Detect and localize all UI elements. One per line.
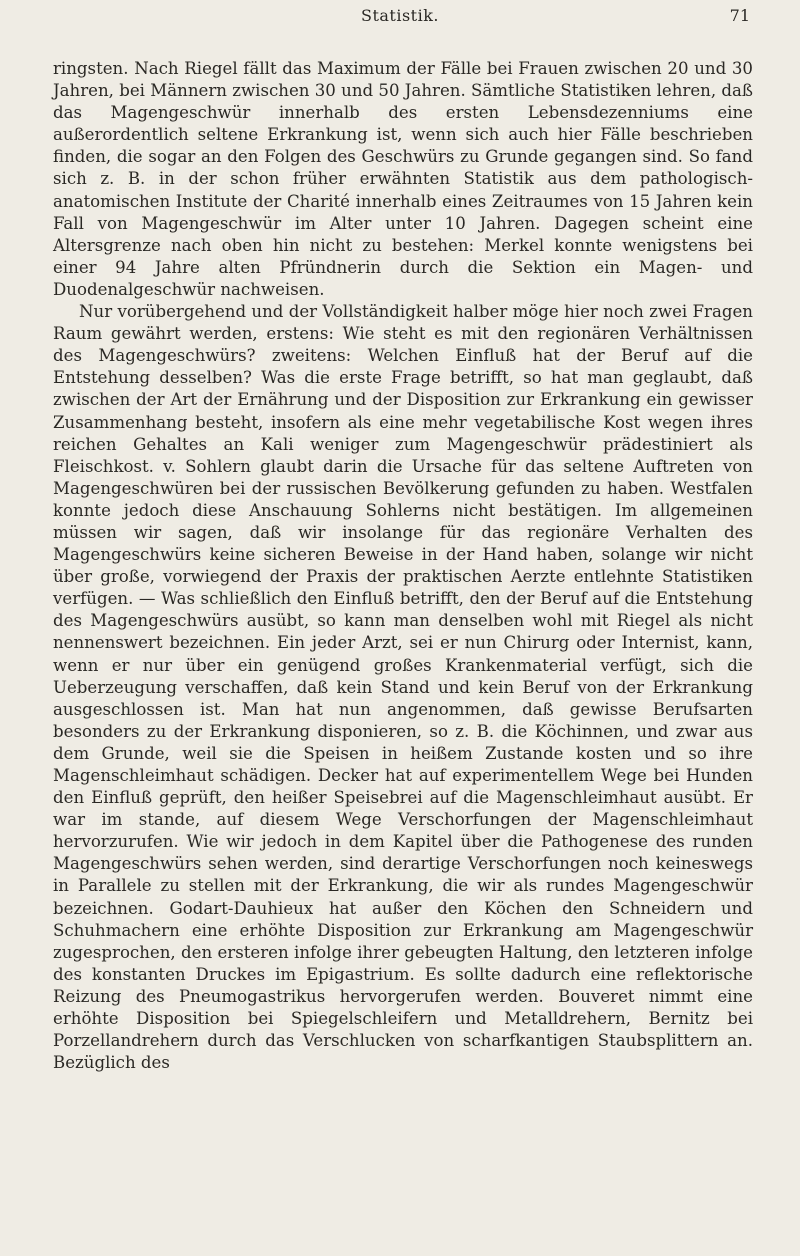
body-text (53, 58, 753, 1074)
running-title: Statistik. (360, 6, 439, 25)
running-header (0, 6, 800, 30)
paragraph-1: ringsten. Nach Riegel fällt das Maximum der Fälle bei Frauen zwischen 20 und 30 Jahren, bei Männern zwischen 30 und 50 Jahren. Sämtliche Statistiken lehren, daß das Magengeschwür innerhalb des ersten Lebensdezenniums eine außerordentlich seltene Erkrankung ist, wenn sich auch hier Fälle beschrieben finden, die sogar an den Folgen des Geschwürs zu Grunde gegangen sind. So fand sich z. B. in der schon früher erwähnten Statistik aus dem pathologisch-anatomischen Institute der Charité innerhalb eines Zeitraumes von 15 Jahren kein Fall von Magengeschwür im Alter unter 10 Jahren. Dagegen scheint eine Altersgrenze nach oben hin nicht zu bestehen: Merkel konnte wenigstens bei einer 94 Jahre alten Pfründnerin durch die Sektion ein Magen- und Duodenalgeschwür nachweisen. (53, 59, 754, 299)
paragraph-2: Nur vorübergehend und der Vollständigkeit halber möge hier noch zwei Fragen Raum gewährt werden, erstens: Wie steht es mit den regionären Verhältnissen des Magengeschwürs? zweitens: Welchen Einfluß hat der Beruf auf die Entstehung desselben? Was die erste Frage betrifft, so hat man geglaubt, daß zwischen der Art der Ernährung und der Disposition zur Erkrankung ein gewisser Zusammenhang besteht, insofern als eine mehr vegetabilische Kost wegen ihres reichen Gehaltes an Kali weniger zum Magengeschwür prädestiniert als Fleischkost. v. Sohlern glaubt darin die Ursache für das seltene Auftreten von Magengeschwüren bei der russischen Bevölkerung gefunden zu haben. Westfalen konnte jedoch diese Anschauung Sohlerns nicht bestätigen. Im allgemeinen müssen wir sagen, daß wir insolange für das regionäre Verhalten des Magengeschwürs keine sicheren Beweise in der Hand haben, solange wir nicht über große, vorwiegend der Praxis der praktischen Aerzte entlehnte Statistiken verfügen. — Was schließlich den Einfluß betrifft, den der Beruf auf die Entstehung des Magengeschwürs ausübt, so kann man denselben wohl mit Riegel als nicht nennenswert bezeichnen. Ein jeder Arzt, sei er nun Chirurg oder Internist, kann, wenn er nur über ein genügend großes Krankenmaterial verfügt, sich die Ueberzeugung verschaffen, daß kein Stand und kein Beruf von der Erkrankung ausgeschlossen ist. Man hat nun angenommen, daß gewisse Berufsarten besonders zu der Erkrankung disponieren, so z. B. die Köchinnen, und zwar aus dem Grunde, weil sie die Speisen in heißem Zustande kosten und so ihre Magenschleimhaut schädigen. Decker hat auf experimentellem Wege bei Hunden den Einfluß geprüft, den heißer Speisebrei auf die Magenschleimhaut ausübt. Er war im stande, auf diesem Wege Verschorfungen der Magenschleimhaut hervorzurufen. Wie wir jedoch in dem Kapitel über die Pathogenese des runden Magengeschwürs sehen werden, sind derartige Verschorfungen noch keineswegs in Parallele zu stellen mit der Erkrankung, die wir als rundes Magengeschwür bezeichnen. Godart-Dauhieux hat außer den Köchen den Schneidern und Schuhmachern eine erhöhte Disposition zur Erkrankung am Magengeschwür zugesprochen, den ersteren infolge ihrer gebeugten Haltung, den letzteren infolge des konstanten Druckes im Epigastrium. Es sollte dadurch eine reflektorische Reizung des Pneumogastrikus hervorgerufen werden. Bouveret nimmt eine erhöhte Disposition bei Spiegelschleifern und Metalldrehern, Bernitz bei Porzellandrehern durch das Verschlucken von scharfkantigen Staubsplittern an. Bezüglich des (53, 302, 753, 1073)
page-number: 71 (729, 6, 750, 25)
